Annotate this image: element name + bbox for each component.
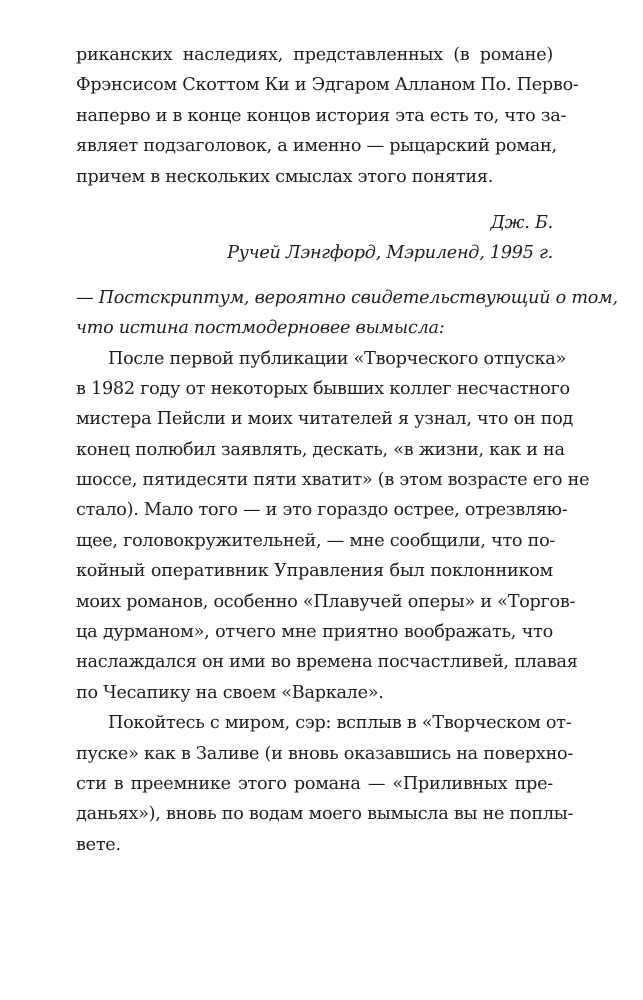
text-line: наперво и в конце концов история эта есть то, что за- <box>76 105 567 126</box>
text-line: наслаждался он ими во времена посчастливей, плавая <box>76 652 578 673</box>
text-line: даньях»), вновь по водам моего вымысла вы не поплы- <box>76 804 574 825</box>
postscript-line: — Постскриптум, вероятно свидетельствующий о том, <box>76 287 618 308</box>
signature-place-date: Ручей Лэнгфорд, Мэриленд, 1995 г. <box>227 243 553 264</box>
text-line: ца дурманом», отчего мне приятно воображать, что <box>76 622 553 643</box>
text-line: вете. <box>76 834 121 855</box>
paragraph-postscript-body <box>76 344 590 709</box>
text-line: мистера Пейсли и моих читателей я узнал, что он под <box>76 409 574 430</box>
text-line: После первой публикации «Творческого отпуска» <box>108 348 567 369</box>
text-line: являет подзаголовок, а именно — рыцарский роман, <box>76 136 557 157</box>
signature-author: Дж. Б. <box>490 212 553 233</box>
text-line: Покойтесь с миром, сэр: всплыв в «Творческом от- <box>108 713 572 734</box>
page-body <box>76 40 618 860</box>
text-line: койный оперативник Управления был поклонником <box>76 561 553 582</box>
text-line: в 1982 году от некоторых бывших коллег несчастного <box>76 378 570 399</box>
postscript-intro <box>76 283 618 344</box>
postscript-line: что истина постмодерновее вымысла: <box>76 318 445 339</box>
text-line: конец полюбил заявлять, дескать, «в жизни, как и на <box>76 439 565 460</box>
text-line: по Чесапику на своем «Варкале». <box>76 682 384 703</box>
text-line: Фрэнсисом Скоттом Ки и Эдгаром Алланом По. Перво- <box>76 75 579 96</box>
paragraph-farewell <box>76 708 574 860</box>
text-line: шоссе, пятидесяти пяти хватит» (в этом возрасте его не <box>76 470 590 491</box>
text-line: риканских наследиях, представленных (в романе) <box>76 45 553 65</box>
signature-block <box>76 208 553 269</box>
paragraph-closing-foreword <box>76 40 579 192</box>
text-line: причем в нескольких смыслах этого понятия. <box>76 166 494 187</box>
text-line: моих романов, особенно «Плавучей оперы» и «Торгов- <box>76 591 576 612</box>
text-line: щее, головокружительней, — мне сообщили, что по- <box>76 530 556 551</box>
text-line: пуске» как в Заливе (и вновь оказавшись на поверхно- <box>76 743 574 764</box>
text-line: сти в преемнике этого романа — «Приливных пре- <box>76 773 553 794</box>
text-line: стало). Мало того — и это гораздо острее, отрезвляю- <box>76 500 568 521</box>
